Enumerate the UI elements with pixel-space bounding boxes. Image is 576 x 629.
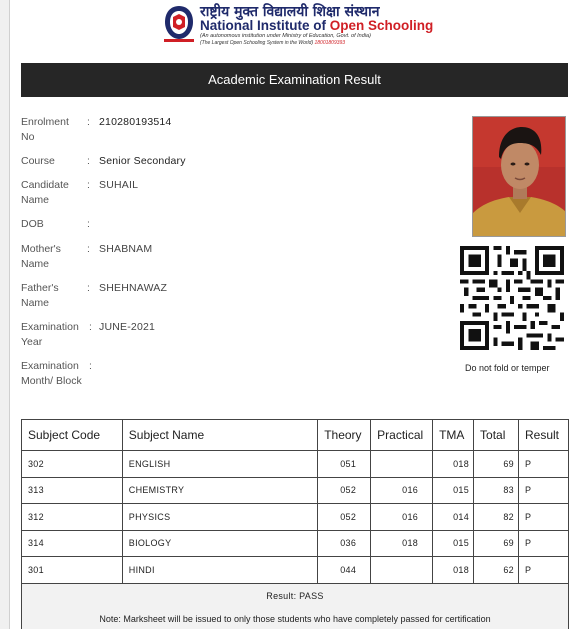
colon: : [87, 218, 90, 230]
table-row [22, 451, 569, 478]
tma-cell: 014 [433, 504, 474, 531]
col-subject-name: Subject Name [122, 420, 317, 451]
nios-emblem-icon [162, 3, 196, 43]
practical-cell: 016 [371, 477, 433, 504]
exam-block-label: Examination Month/ Block [21, 360, 82, 387]
nios-header-logo [162, 2, 434, 50]
practical-cell: 016 [371, 504, 433, 531]
tma-cell: 018 [433, 451, 474, 478]
candidate-value: SUHAIL [99, 179, 139, 191]
subject-name-cell: BIOLOGY [122, 530, 317, 557]
result-cell: P [518, 477, 568, 504]
colon: : [87, 282, 90, 294]
total-cell: 82 [474, 504, 519, 531]
subject-code-cell: 313 [22, 477, 123, 504]
col-practical: Practical [371, 420, 433, 451]
subject-name-cell: HINDI [122, 557, 317, 584]
theory-cell: 044 [318, 557, 371, 584]
student-photo-image [473, 117, 566, 237]
table-row [22, 477, 569, 504]
enrolment-value: 210280193514 [99, 116, 172, 128]
total-cell: 69 [474, 451, 519, 478]
institute-name-hindi: राष्ट्रीय मुक्त विद्यालयी शिक्षा संस्थान [200, 4, 380, 20]
tma-cell: 015 [433, 530, 474, 557]
col-subject-code: Subject Code [22, 420, 123, 451]
subject-name-cell: ENGLISH [122, 451, 317, 478]
colon: : [87, 243, 90, 255]
father-value: SHEHNAWAZ [99, 282, 168, 294]
theory-cell: 052 [318, 504, 371, 531]
theory-cell: 051 [318, 451, 371, 478]
subject-code-cell: 302 [22, 451, 123, 478]
table-row [22, 504, 569, 531]
col-result: Result [518, 420, 568, 451]
student-photo [472, 116, 566, 237]
dob-label: DOB [21, 218, 44, 230]
theory-cell: 036 [318, 530, 371, 557]
institute-tagline [200, 40, 345, 46]
marks-table [21, 419, 569, 610]
father-label: Father's Name [21, 282, 59, 309]
marksheet-note: Note: Marksheet will be issued to only those students who have completely passed for certification [21, 606, 569, 629]
practical-cell [371, 557, 433, 584]
colon: : [87, 155, 90, 167]
result-cell: P [518, 530, 568, 557]
mother-label: Mother's Name [21, 243, 61, 270]
qr-code-icon [460, 246, 564, 350]
institute-tagline-text: (The Largest Open Schooling System in the World) [200, 40, 314, 46]
result-cell: P [518, 504, 568, 531]
institute-name-english [200, 18, 433, 33]
theory-cell: 052 [318, 477, 371, 504]
tma-cell: 018 [433, 557, 474, 584]
col-tma: TMA [433, 420, 474, 451]
subject-code-cell: 314 [22, 530, 123, 557]
exam-year-value: JUNE-2021 [99, 321, 156, 333]
colon: : [87, 116, 90, 128]
colon: : [89, 321, 92, 333]
table-row [22, 530, 569, 557]
subject-code-cell: 312 [22, 504, 123, 531]
mother-value: SHABNAM [99, 243, 153, 255]
total-cell: 62 [474, 557, 519, 584]
result-cell: P [518, 557, 568, 584]
course-value: Senior Secondary [99, 155, 186, 167]
result-cell: P [518, 451, 568, 478]
course-label: Course [21, 155, 55, 167]
enrolment-label: Enrolment No [21, 116, 69, 143]
do-not-fold-note: Do not fold or temper [465, 363, 550, 373]
result-title: Academic Examination Result [21, 63, 568, 97]
institute-phone: 18001809393 [314, 40, 346, 46]
marksheet-page [9, 0, 576, 629]
colon: : [89, 360, 92, 372]
colon: : [87, 179, 90, 191]
result-summary: Result: PASS [22, 583, 569, 609]
practical-cell [371, 451, 433, 478]
col-total: Total [474, 420, 519, 451]
candidate-label: Candidate Name [21, 179, 69, 206]
total-cell: 83 [474, 477, 519, 504]
institute-name-prefix: National Institute of [200, 18, 330, 33]
total-cell: 69 [474, 530, 519, 557]
table-row [22, 557, 569, 584]
practical-cell: 018 [371, 530, 433, 557]
table-header-row [22, 420, 569, 451]
institute-subtitle: (An autonomous institution under Ministry of Education, Govt. of India) [200, 33, 371, 39]
col-theory: Theory [318, 420, 371, 451]
institute-name-accent: Open Schooling [329, 18, 434, 33]
subject-name-cell: PHYSICS [122, 504, 317, 531]
exam-year-label: Examination Year [21, 321, 79, 348]
subject-name-cell: CHEMISTRY [122, 477, 317, 504]
subject-code-cell: 301 [22, 557, 123, 584]
tma-cell: 015 [433, 477, 474, 504]
